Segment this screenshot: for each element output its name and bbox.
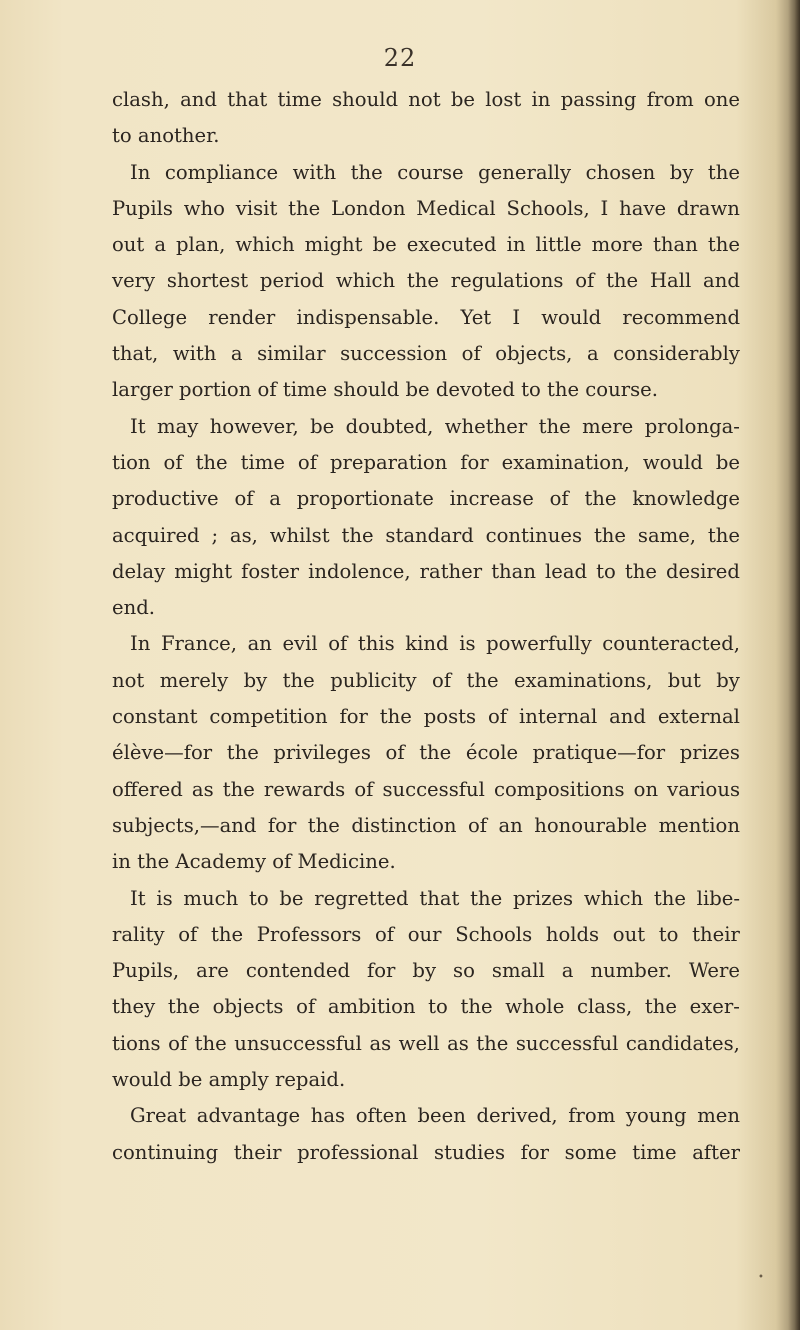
page-edge-shadow [788, 0, 800, 1330]
text-line: end. [112, 596, 155, 620]
text-line: out a plan, which might be executed in little more than the [112, 233, 740, 257]
text-line: clash, and that time should not be lost in passing from one [112, 88, 740, 111]
text-line: tion of the time of preparation for examination, would be [112, 450, 740, 474]
page-number: 22 [383, 44, 417, 72]
text-line: It may however, be doubted, whether the mere prolonga- [130, 414, 740, 438]
text-line: Great advantage has often been derived, from young men [130, 1104, 740, 1128]
text-line: not merely by the publicity of the examinations, but by [112, 668, 740, 692]
stray-ink-mark: • [758, 1272, 764, 1283]
text-line: constant competition for the posts of internal and external [112, 705, 740, 729]
text-line: in the Academy of Medicine. [112, 850, 396, 874]
text-line: would be amply repaid. [112, 1068, 346, 1092]
text-line: they the objects of ambition to the whole class, the exer- [112, 995, 740, 1019]
text-line: rality of the Professors of our Schools holds out to their [112, 922, 740, 946]
text-line: to another. [112, 124, 220, 148]
text-line: Pupils, are contended for by so small a number. Were [112, 959, 740, 983]
body-text [112, 82, 740, 1171]
text-line: It is much to be regretted that the prizes which the libe- [130, 886, 740, 910]
text-line: tions of the unsuccessful as well as the successful candidates, [112, 1031, 740, 1055]
text-line: Pupils who visit the London Medical Schools, I have drawn [112, 196, 740, 220]
text-line: very shortest period which the regulations of the Hall and [112, 269, 740, 293]
text-line: In France, an evil of this kind is powerfully counteracted, [130, 632, 740, 656]
text-line: acquired ; as, whilst the standard continues the same, the [112, 523, 740, 547]
text-line: productive of a proportionate increase of the knowledge [112, 487, 740, 511]
text-line: that, with a similar succession of objects, a considerably [112, 342, 740, 366]
text-line: larger portion of time should be devoted to the course. [112, 378, 658, 402]
text-line: delay might foster indolence, rather than lead to the desired [112, 559, 740, 583]
text-line: subjects,—and for the distinction of an honourable mention [112, 813, 740, 837]
text-line: élève—for the privileges of the école pratique—for prizes [112, 741, 740, 765]
text-line: In compliance with the course generally chosen by the [130, 160, 740, 184]
text-line: College render indispensable. Yet I would recommend [112, 305, 740, 329]
text-line: continuing their professional studies for some time after [112, 1140, 740, 1164]
text-line: offered as the rewards of successful compositions on various [112, 777, 740, 801]
